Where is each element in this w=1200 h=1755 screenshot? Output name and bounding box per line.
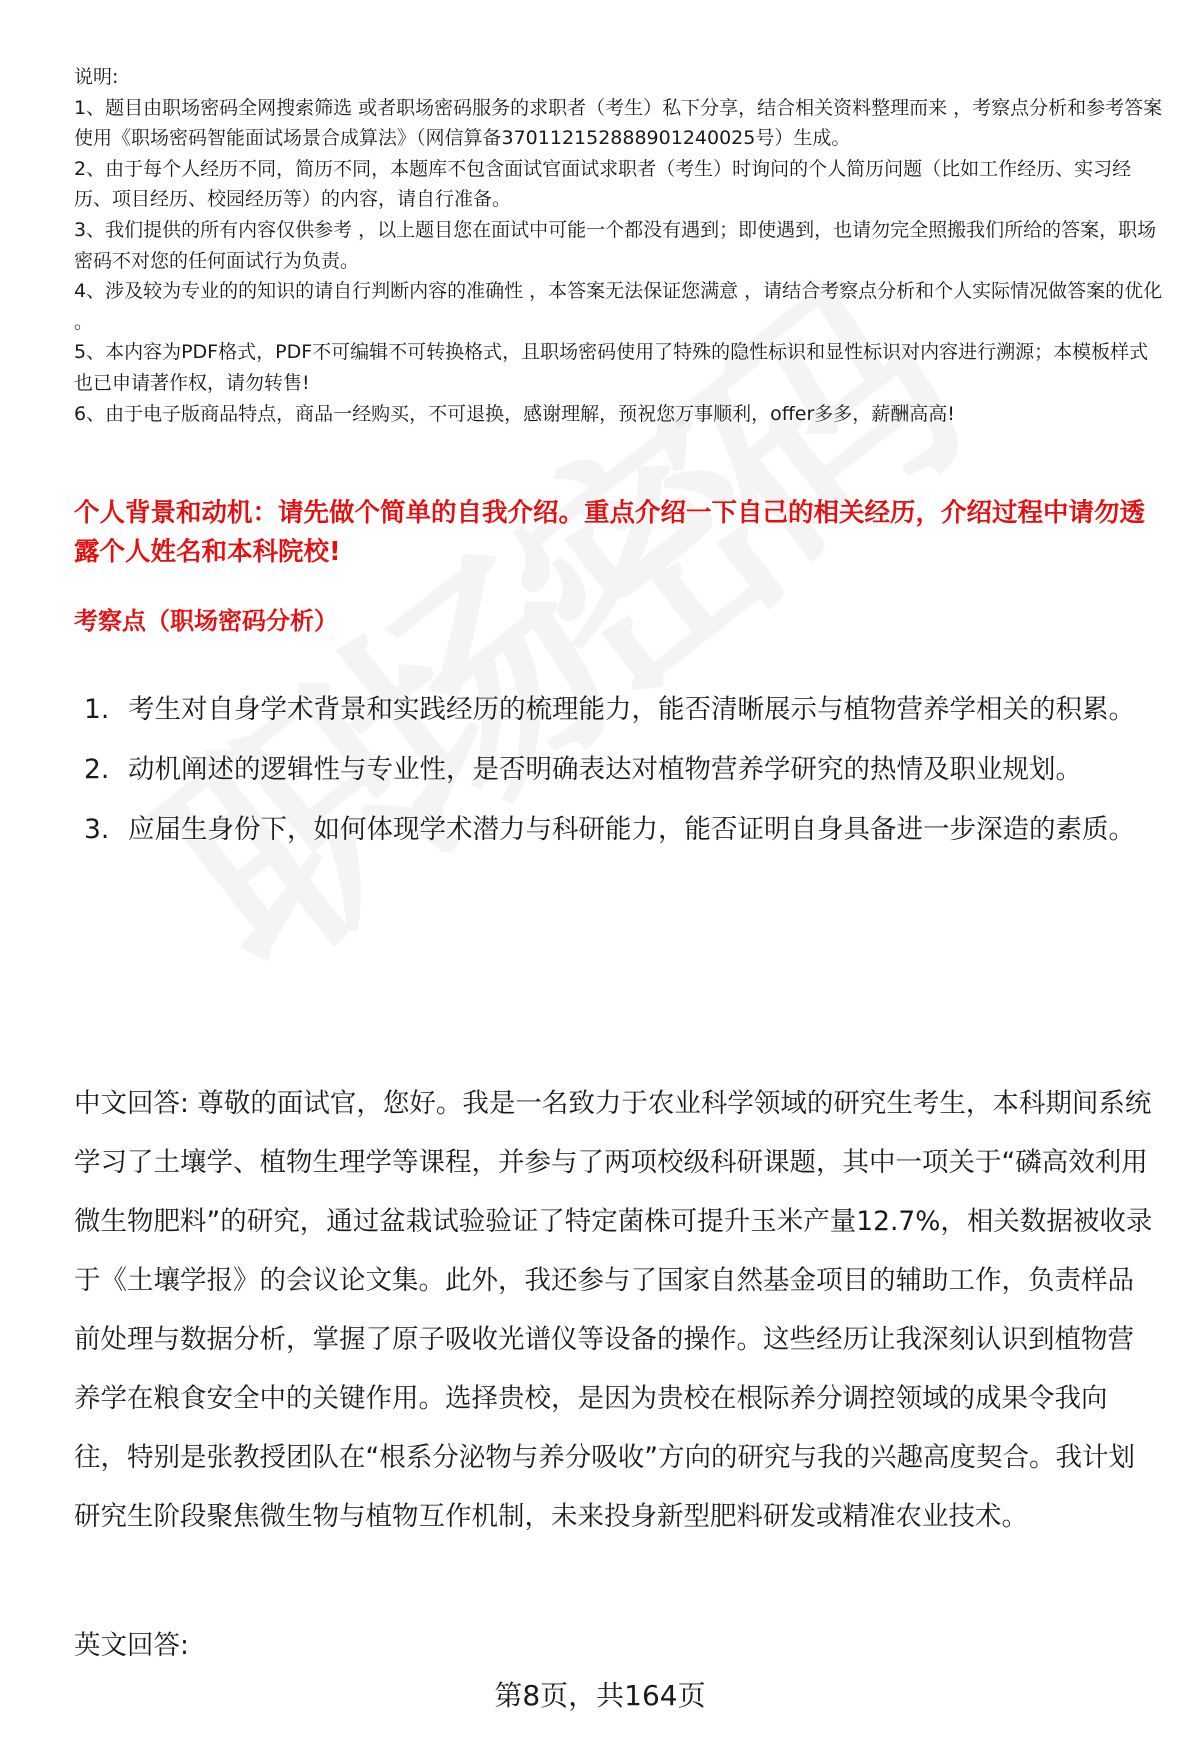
- point-number: 1.: [84, 694, 110, 725]
- notes-item-4: 4、涉及较为专业的的知识的请自行判断内容的准确性 ，本答案无法保证您满意 ，请结合考察点分析和个人实际情况做答案的优化 。: [74, 280, 1163, 333]
- chinese-answer: [74, 1074, 1154, 1546]
- analysis-title: 考察点（职场密码分析）: [74, 607, 338, 635]
- notes-item-1: 1、题目由职场密码全网搜索筛选 或者职场密码服务的求职者（考生）私下分享，结合相关资料整理而来 ，考察点分析和参考答案使用《职场密码智能面试场景合成算法》（网信算备370112152888901240025号）生成。: [74, 96, 1163, 150]
- point-text: 应届生身份下，如何体现学术潜力与科研能力，能否证明自身具备进一步深造的素质。: [128, 814, 1135, 845]
- disclaimer-notes: [74, 62, 1164, 429]
- chinese-answer-text: 尊敬的面试官，您好。我是一名致力于农业科学领域的研究生考生，本科期间系统学习了土壤学、植物生理学等课程，并参与了两项校级科研课题，其中一项关于“磷高效利用微生物肥料”的研究，通过盆栽试验验证了特定菌株可提升玉米产量12.7%，相关数据被收录于《土壤学报》的会议论文集。此外，我还参与了国家自然基金项目的辅助工作，负责样品前处理与数据分析，掌握了原子吸收光谱仪等设备的操作。这些经历让我深刻认识到植物营养学在粮食安全中的关键作用。选择贵校，是因为贵校在根际养分调控领域的成果令我向往，特别是张教授团队在“根系分泌物与养分吸收”方向的研究与我的兴趣高度契合。我计划研究生阶段聚焦微生物与植物互作机制，未来投身新型肥料研发或精准农业技术。: [74, 1088, 1153, 1532]
- chinese-answer-label: 中文回答:: [74, 1088, 189, 1119]
- page-footer: 第8页，共164页: [494, 1679, 706, 1712]
- english-answer-label: 英文回答:: [74, 1630, 189, 1661]
- notes-item-5: 5、本内容为PDF格式，PDF不可编辑不可转换格式，且职场密码使用了特殊的隐性标识和显性标识对内容进行溯源；本模板样式也已申请著作权，请勿转售!: [74, 341, 1149, 394]
- notes-item-3: 3、我们提供的所有内容仅供参考 ，以上题目您在面试中可能一个都没有遇到；即使遇到，也请勿完全照搬我们所给的答案，职场密码不对您的任何面试行为负责。: [74, 218, 1157, 272]
- question-heading: 个人背景和动机：请先做个简单的自我介绍。重点介绍一下自己的相关经历，介绍过程中请勿透露个人姓名和本科院校!: [74, 498, 1146, 567]
- analysis-point: [84, 740, 1144, 800]
- analysis-points: [84, 680, 1144, 860]
- notes-item-2: 2、由于每个人经历不同，简历不同，本题库不包含面试官面试求职者（考生）时询问的个人简历问题（比如工作经历、实习经历、项目经历、校园经历等）的内容，请自行准备。: [74, 157, 1132, 211]
- point-text: 动机阐述的逻辑性与专业性，是否明确表达对植物营养学研究的热情及职业规划。: [128, 754, 1082, 785]
- notes-item-6: 6、由于电子版商品特点，商品一经购买，不可退换，感谢理解，预祝您万事顺利，offer多多，薪酬高高!: [74, 402, 955, 425]
- point-number: 3.: [84, 814, 110, 845]
- notes-title: 说明:: [74, 66, 119, 88]
- analysis-point: [84, 680, 1144, 740]
- analysis-point: [84, 800, 1144, 860]
- point-text: 考生对自身学术背景和实践经历的梳理能力，能否清晰展示与植物营养学相关的积累。: [128, 694, 1135, 725]
- point-number: 2.: [84, 754, 110, 785]
